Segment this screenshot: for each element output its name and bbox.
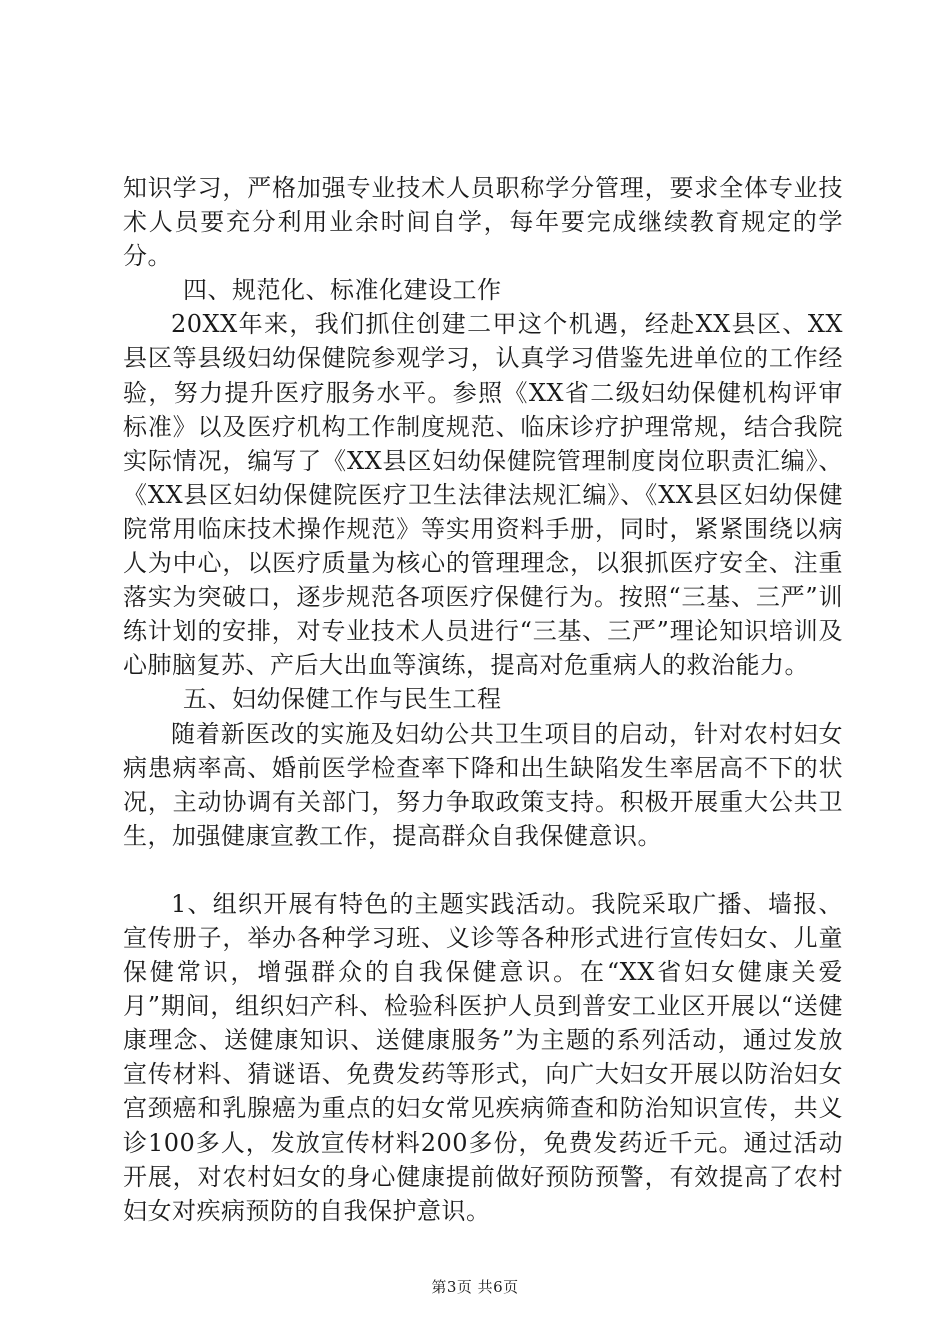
paragraph-theme-activities: 1、组织开展有特色的主题实践活动。我院采取广播、墙报、宣传册子，举办各种学习班、义诊等各种形式进行宣传妇女、儿童保健常识，增强群众的自我保健意识。在“XX省妇女健康关爱月”期间，组织妇产科、检验科医护人员到普安工业区开展以“送健康理念、送健康知识、送健康服务”为主题的系列活动，通过发放宣传材料、猜谜语、免费发药等形式，向广大妇女开展以防治妇女宫颈癌和乳腺癌为重点的妇女常见疾病筛查和防治知识宣传，共义诊100多人，发放宣传材料200多份，免费发药近千元。通过活动开展，对农村妇女的身心健康提前做好预防预警，有效提高了农村妇女对疾病预防的自我保护意识。 xyxy=(123,889,843,1225)
section-heading-5: 五、妇幼保健工作与民生工程 xyxy=(183,685,502,714)
paragraph-public-health: 随着新医改的实施及妇幼公共卫生项目的启动，针对农村妇女病患病率高、婚前医学检查率下降和出生缺陷发生率居高不下的状况，主动协调有关部门，努力争取政策支持。积极开展重大公共卫生，加强健康宣教工作，提高群众自我保健意识。 xyxy=(123,719,843,850)
paragraph-continuation: 知识学习，严格加强专业技术人员职称学分管理，要求全体专业技术人员要充分利用业余时间自学，每年要完成继续教育规定的学分。 xyxy=(123,174,843,271)
page-footer: 第3页 共6页 xyxy=(431,1278,519,1296)
paragraph-spacer xyxy=(123,853,843,887)
paragraph-standardization: 20XX年来，我们抓住创建二甲这个机遇，经赴XX县区、XX县区等县级妇幼保健院参观学习，认真学习借鉴先进单位的工作经验，努力提升医疗服务水平。参照《XX省二级妇幼保健机构评审标准》以及医疗机构工作制度规范、临床诊疗护理常规，结合我院实际情况，编写了《XX县区妇幼保健院管理制度岗位职责汇编》、《XX县区妇幼保健院医疗卫生法律法规汇编》、《XX县区妇幼保健院常用临床技术操作规范》等实用资料手册，同时，紧紧围绕以病人为中心，以医疗质量为核心的管理理念，以狠抓医疗安全、注重落实为突破口，逐步规范各项医疗保健行为。按照“三基、三严”训练计划的安排，对专业技术人员进行“三基、三严”理论知识培训及心肺脑复苏、产后大出血等演练，提高对危重病人的救治能力。 xyxy=(123,310,843,680)
document-body xyxy=(123,171,843,1228)
section-heading-4: 四、规范化、标准化建设工作 xyxy=(183,276,502,305)
